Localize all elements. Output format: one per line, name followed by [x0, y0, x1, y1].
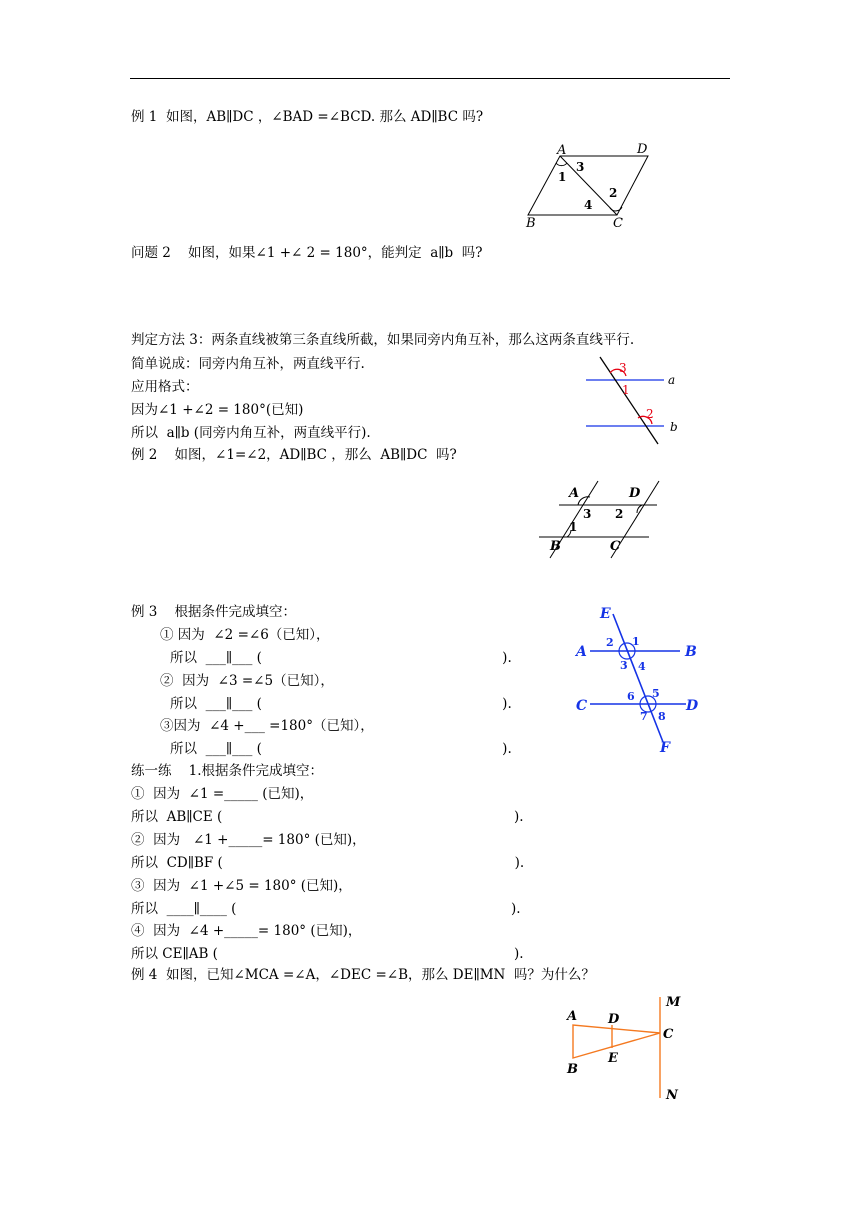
label-d: D: [608, 1012, 620, 1027]
header-rule: [130, 78, 730, 79]
label-n: N: [666, 1088, 678, 1103]
simple-statement: 简单说成：同旁内角互补，两直线平行.: [131, 356, 365, 372]
label-b: b: [670, 420, 678, 434]
practice-c-fill: 所以 ____∥____ ( ).: [131, 901, 521, 917]
label-d: D: [686, 698, 699, 714]
label-a: A: [576, 644, 587, 660]
label-b: B: [526, 216, 536, 231]
angle-8-label: 8: [658, 710, 666, 723]
example-3-b-cond: ② 因为 ∠3 =∠5（已知），: [160, 673, 334, 689]
label-b: B: [550, 539, 561, 554]
example-3-text: 例 3 根据条件完成填空：: [131, 604, 297, 620]
angle-2-label: 2: [606, 636, 614, 649]
method-3-text: 判定方法 3：两条直线被第三条直线所截，如果同旁内角互补，那么这两条直线平行.: [131, 332, 635, 348]
transversal-ef: [613, 614, 663, 742]
question-2-text: 问题 2 如图，如果∠1 +∠ 2 = 180°，能判定 a∥b 吗?: [131, 245, 483, 261]
label-c: C: [610, 539, 621, 554]
practice-heading: 练一练 1.根据条件完成填空：: [131, 763, 324, 779]
label-b: B: [567, 1062, 578, 1077]
label-b: B: [685, 644, 697, 660]
figure-parallel-lines: [580, 352, 690, 452]
figure-two-transversals: [534, 478, 664, 560]
example-3-c-cond: ③因为 ∠4 +___ =180°（已知），: [160, 718, 374, 734]
angle-2-label: 2: [615, 507, 624, 521]
label-a: a: [668, 373, 676, 387]
angle-6-label: 6: [627, 690, 635, 703]
label-c: C: [613, 216, 623, 231]
format-heading: 应用格式：: [131, 379, 199, 395]
angle-1-label: 1: [622, 383, 630, 397]
angle-2-label: 2: [609, 186, 618, 200]
because-line: 因为∠1 +∠2 = 180°(已知): [131, 402, 304, 418]
figure-eight-angles: [570, 600, 710, 760]
practice-a-fill: 所以 AB∥CE ( ).: [131, 809, 524, 825]
example-2-text: 例 2 如图，∠1=∠2，AD∥BC ，那么 AB∥DC 吗?: [131, 447, 457, 463]
practice-a-cond: ① 因为 ∠1 =_____ (已知)，: [131, 786, 314, 802]
label-a: A: [569, 486, 580, 501]
label-a: A: [557, 143, 567, 158]
angle-1-label: 1: [558, 170, 567, 184]
label-e: E: [600, 606, 611, 622]
practice-b-cond: ② 因为 ∠1 +_____= 180° (已知)，: [131, 832, 366, 848]
angle-7-label: 7: [640, 710, 648, 723]
label-d: D: [637, 142, 648, 157]
label-e: E: [608, 1051, 618, 1066]
therefore-line: 所以 a∥b (同旁内角互补，两直线平行).: [131, 425, 371, 441]
angle-4-label: 4: [638, 660, 646, 673]
angle-1-label: 1: [632, 635, 640, 648]
angle-1-label: 1: [569, 520, 578, 534]
example-3-a-fill: 所以 ___∥___ ( ).: [170, 650, 512, 666]
angle-4-label: 4: [584, 198, 593, 212]
figure-parallelogram: [520, 135, 670, 235]
example-3-c-fill: 所以 ___∥___ ( ).: [170, 741, 512, 757]
label-c: C: [576, 698, 588, 714]
angle-3-label: 3: [620, 659, 628, 672]
angle-3-label: 3: [583, 507, 592, 521]
figure-triangle: [562, 992, 692, 1104]
example-3-b-fill: 所以 ___∥___ ( ).: [170, 696, 512, 712]
example-1-text: 例 1 如图，AB∥DC ，∠BAD =∠BCD. 那么 AD∥BC 吗?: [131, 109, 484, 125]
example-4-text: 例 4 如图，已知∠MCA =∠A，∠DEC =∠B，那么 DE∥MN 吗？为什么？: [131, 967, 595, 983]
label-c: C: [663, 1027, 674, 1042]
example-3-a-cond: ① 因为 ∠2 =∠6（已知），: [160, 627, 330, 643]
angle-3-label: 3: [576, 160, 585, 174]
angle-arc-a: [556, 163, 567, 166]
angle-2-label: 2: [646, 407, 654, 421]
practice-b-fill: 所以 CD∥BF ( ).: [131, 855, 525, 871]
label-f: F: [660, 740, 670, 756]
label-d: D: [629, 486, 641, 501]
angle-3-label: 3: [619, 361, 627, 375]
label-m: M: [666, 995, 681, 1010]
practice-c-cond: ③ 因为 ∠1 +∠5 = 180° (已知)，: [131, 878, 352, 894]
angle-5-label: 5: [652, 687, 660, 700]
practice-d-fill: 所以 CE∥AB ( ).: [131, 946, 524, 962]
transversal: [600, 357, 658, 444]
practice-d-cond: ④ 因为 ∠4 +_____= 180° (已知)，: [131, 923, 362, 939]
label-a: A: [567, 1009, 578, 1024]
